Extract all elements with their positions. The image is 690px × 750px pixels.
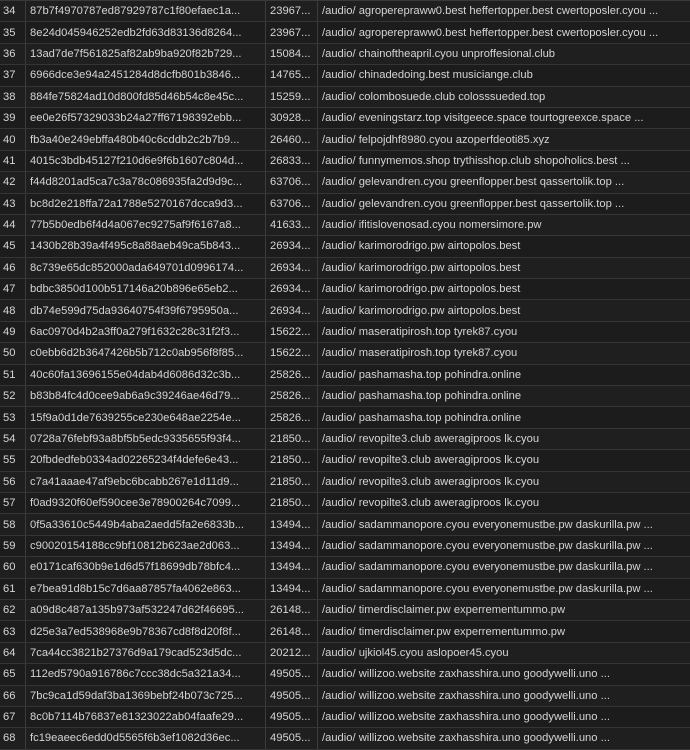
hash-cell: 112ed5790a916786c7ccc38dc5a321a34... [26, 664, 266, 684]
path-cell: /audio/ maseratipirosh.top tyrek87.cyou [322, 347, 518, 360]
path-cell: /audio/ willizoo.website zaxhasshira.uno goodywelli.uno ... [322, 668, 610, 681]
size-cell: 23967... [266, 22, 318, 42]
table-row[interactable] [0, 87, 690, 108]
row-number: 55 [0, 450, 26, 470]
hash-cell: 0728a76febf93a8bf5b5edc9335655f93f4... [26, 429, 266, 449]
hash-cell: 20fbdedfeb0334ad02265234f4defe6e43... [26, 450, 266, 470]
table-row[interactable] [0, 279, 690, 300]
row-number: 47 [0, 279, 26, 299]
table-row[interactable] [0, 686, 690, 707]
hash-cell: 0f5a33610c5449b4aba2aedd5fa2e6833b... [26, 514, 266, 534]
row-number: 65 [0, 664, 26, 684]
row-number: 56 [0, 472, 26, 492]
row-number: 58 [0, 514, 26, 534]
row-number: 49 [0, 322, 26, 342]
size-cell: 49505... [266, 686, 318, 706]
row-number: 37 [0, 65, 26, 85]
hash-cell: 40c60fa13696155e04dab4d6086d32c3b... [26, 365, 266, 385]
hash-cell: fc19eaeec6edd0d5565f6b3ef1082d36ec... [26, 728, 266, 748]
path-cell: /audio/ chinadedoing.best musiciange.club [322, 69, 533, 82]
row-number: 45 [0, 236, 26, 256]
table-row[interactable] [0, 236, 690, 257]
size-cell: 15622... [266, 322, 318, 342]
hash-cell: 7ca44cc3821b27376d9a179cad523d5dc... [26, 643, 266, 663]
path-cell: /audio/ revopilte3.club aweragiproos lk.cyou [322, 454, 540, 467]
size-cell: 63706... [266, 172, 318, 192]
row-number: 57 [0, 493, 26, 513]
size-cell: 26934... [266, 236, 318, 256]
hash-cell: bc8d2e218ffa72a1788e5270167dcca9d3... [26, 194, 266, 214]
hash-cell: fb3a40e249ebffa480b40c6cddb2c2b7b9... [26, 129, 266, 149]
table-row[interactable] [0, 472, 690, 493]
row-number: 53 [0, 407, 26, 427]
hash-cell: 1430b28b39a4f495c8a88aeb49ca5b843... [26, 236, 266, 256]
size-cell: 30928... [266, 108, 318, 128]
table-row[interactable] [0, 108, 690, 129]
path-cell: /audio/ funnymemos.shop trythisshop.club shopoholics.best ... [322, 154, 630, 167]
size-cell: 15259... [266, 87, 318, 107]
size-cell: 63706... [266, 194, 318, 214]
size-cell: 15622... [266, 343, 318, 363]
hash-cell: 7bc9ca1d59daf3ba1369bebf24b073c725... [26, 686, 266, 706]
table-row[interactable] [0, 600, 690, 621]
size-cell: 21850... [266, 450, 318, 470]
row-number: 43 [0, 194, 26, 214]
path-cell: /audio/ agroperepraww0.best heffertopper.best cwertoposler.cyou ... [322, 5, 659, 18]
size-cell: 13494... [266, 557, 318, 577]
table-row[interactable] [0, 536, 690, 557]
path-cell: /audio/ revopilte3.club aweragiproos lk.cyou [322, 497, 540, 510]
size-cell: 49505... [266, 664, 318, 684]
row-number: 35 [0, 22, 26, 42]
path-cell: /audio/ sadammanopore.cyou everyonemustbe.pw daskurilla.pw ... [322, 518, 653, 531]
table-row[interactable] [0, 493, 690, 514]
size-cell: 14765... [266, 65, 318, 85]
table-row[interactable] [0, 450, 690, 471]
table-row[interactable] [0, 322, 690, 343]
row-number: 38 [0, 87, 26, 107]
row-number: 66 [0, 686, 26, 706]
path-cell: /audio/ sadammanopore.cyou everyonemustbe.pw daskurilla.pw ... [322, 582, 653, 595]
table-row[interactable] [0, 707, 690, 728]
table-row[interactable] [0, 300, 690, 321]
table-row[interactable] [0, 22, 690, 43]
hash-cell: 87b7f4970787ed87929787c1f80efaec1a... [26, 1, 266, 21]
row-number: 67 [0, 707, 26, 727]
hash-cell: f44d8201ad5ca7c3a78c086935fa2d9d9c... [26, 172, 266, 192]
hash-cell: 15f9a0d1de7639255ce230e648ae2254e... [26, 407, 266, 427]
path-cell: /audio/ karimorodrigo.pw airtopolos.best [322, 261, 521, 274]
path-cell: /audio/ pashamasha.top pohindra.online [322, 411, 522, 424]
table-row[interactable] [0, 664, 690, 685]
path-cell: /audio/ eveningstarz.top visitgeece.space tourtogreexce.space ... [322, 112, 644, 125]
table-row[interactable] [0, 429, 690, 450]
path-cell: /audio/ ifitislovenosad.cyou nomersimore.pw [322, 219, 542, 232]
table-row[interactable] [0, 172, 690, 193]
size-cell: 49505... [266, 707, 318, 727]
size-cell: 13494... [266, 579, 318, 599]
table-row[interactable] [0, 215, 690, 236]
table-row[interactable] [0, 643, 690, 664]
row-number: 40 [0, 129, 26, 149]
size-cell: 20212... [266, 643, 318, 663]
table-row[interactable] [0, 65, 690, 86]
row-number: 42 [0, 172, 26, 192]
hash-cell: ee0e26f57329033b24a27ff67198392ebb... [26, 108, 266, 128]
size-cell: 26934... [266, 300, 318, 320]
row-number: 41 [0, 151, 26, 171]
table-row[interactable] [0, 194, 690, 215]
row-number: 51 [0, 365, 26, 385]
row-number: 34 [0, 1, 26, 21]
size-cell: 21850... [266, 493, 318, 513]
size-cell: 26148... [266, 621, 318, 641]
size-cell: 25826... [266, 365, 318, 385]
row-number: 68 [0, 728, 26, 748]
path-cell: /audio/ willizoo.website zaxhasshira.uno goodywelli.uno ... [322, 732, 610, 745]
hash-cell: 77b5b0edb6f4d4a067ec9275af9f6167a8... [26, 215, 266, 235]
path-cell: /audio/ colombosuede.club colosssueded.top [322, 90, 546, 103]
hash-cell: 13ad7de7f561825af82ab9ba920f82b729... [26, 44, 266, 64]
path-cell: /audio/ pashamasha.top pohindra.online [322, 368, 522, 381]
size-cell: 21850... [266, 472, 318, 492]
hash-cell: c0ebb6d2b3647426b5b712c0ab956f8f85... [26, 343, 266, 363]
path-cell: /audio/ willizoo.website zaxhasshira.uno goodywelli.uno ... [322, 711, 610, 724]
row-number: 59 [0, 536, 26, 556]
table-row[interactable] [0, 151, 690, 172]
path-cell: /audio/ felpojdhf8980.cyou azoperfdeoti85.xyz [322, 133, 550, 146]
hash-cell: c90020154188cc9bf10812b623ae2d063... [26, 536, 266, 556]
path-cell: /audio/ karimorodrigo.pw airtopolos.best [322, 283, 521, 296]
table-row[interactable] [0, 728, 690, 749]
row-number: 39 [0, 108, 26, 128]
path-cell: /audio/ willizoo.website zaxhasshira.uno goodywelli.uno ... [322, 689, 610, 702]
row-number: 63 [0, 621, 26, 641]
path-cell: /audio/ ujkiol45.cyou aslopoer45.cyou [322, 646, 509, 659]
size-cell: 23967... [266, 1, 318, 21]
size-cell: 41633... [266, 215, 318, 235]
hash-cell: c7a41aaae47af9ebc6bcabb267e1d11d9... [26, 472, 266, 492]
table-row[interactable] [0, 621, 690, 642]
row-number: 54 [0, 429, 26, 449]
size-cell: 49505... [266, 728, 318, 748]
table-row[interactable] [0, 407, 690, 428]
path-cell: /audio/ sadammanopore.cyou everyonemustbe.pw daskurilla.pw ... [322, 561, 653, 574]
hash-cell: a09d8c487a135b973af532247d62f46695... [26, 600, 266, 620]
size-cell: 26934... [266, 279, 318, 299]
hash-cell: 6ac0970d4b2a3ff0a279f1632c28c31f2f3... [26, 322, 266, 342]
row-number: 46 [0, 258, 26, 278]
path-cell: /audio/ maseratipirosh.top tyrek87.cyou [322, 326, 518, 339]
path-cell: /audio/ gelevandren.cyou greenflopper.best qassertolik.top ... [322, 197, 625, 210]
path-cell: /audio/ karimorodrigo.pw airtopolos.best [322, 304, 521, 317]
size-cell: 21850... [266, 429, 318, 449]
hash-cell: e7bea91d8b15c7d6aa87857fa4062e863... [26, 579, 266, 599]
table-row[interactable] [0, 557, 690, 578]
path-cell: /audio/ gelevandren.cyou greenflopper.best qassertolik.top ... [322, 176, 625, 189]
table-row[interactable] [0, 343, 690, 364]
hash-cell: 6966dce3e94a2451284d8dcfb801b3846... [26, 65, 266, 85]
row-number: 52 [0, 386, 26, 406]
row-number: 61 [0, 579, 26, 599]
hash-cell: db74e599d75da93640754f39f6795950a... [26, 300, 266, 320]
table-row[interactable] [0, 386, 690, 407]
row-number: 60 [0, 557, 26, 577]
row-number: 48 [0, 300, 26, 320]
hash-cell: b83b84fc4d0cee9ab6a9c39246ae46d79... [26, 386, 266, 406]
path-cell: /audio/ agroperepraww0.best heffertopper.best cwertoposler.cyou ... [322, 26, 659, 39]
size-cell: 13494... [266, 536, 318, 556]
row-number: 62 [0, 600, 26, 620]
table-row[interactable] [0, 579, 690, 600]
path-cell: /audio/ chainoftheapril.cyou unproffesional.club [322, 47, 556, 60]
table-row[interactable] [0, 1, 690, 22]
size-cell: 26833... [266, 151, 318, 171]
row-number: 64 [0, 643, 26, 663]
path-cell: /audio/ revopilte3.club aweragiproos lk.cyou [322, 433, 540, 445]
hash-cell: f0ad9320f60ef590cee3e78900264c7099... [26, 493, 266, 513]
hash-cell: 8c739e65dc852000ada649701d0996174... [26, 258, 266, 278]
size-cell: 25826... [266, 407, 318, 427]
table-row[interactable] [0, 129, 690, 150]
path-cell: /audio/ revopilte3.club aweragiproos lk.cyou [322, 475, 540, 488]
path-cell: /audio/ timerdisclaimer.pw experrementummo.pw [322, 604, 566, 617]
hash-cell: d25e3a7ed538968e9b78367cd8f8d20f8f... [26, 621, 266, 641]
path-cell: /audio/ sadammanopore.cyou everyonemustbe.pw daskurilla.pw ... [322, 539, 653, 552]
hash-cell: bdbc3850d100b517146a20b896e65eb2... [26, 279, 266, 299]
path-cell: /audio/ pashamasha.top pohindra.online [322, 390, 522, 403]
size-cell: 26460... [266, 129, 318, 149]
table-row[interactable] [0, 514, 690, 535]
size-cell: 25826... [266, 386, 318, 406]
row-number: 36 [0, 44, 26, 64]
hash-cell: 8c0b7114b76837e81323022ab04faafe29... [26, 707, 266, 727]
hash-cell: 8e24d045946252edb2fd63d83136d8264... [26, 22, 266, 42]
row-number: 44 [0, 215, 26, 235]
hash-cell: 4015c3bdb45127f210d6e9f6b1607c804d... [26, 151, 266, 171]
table-row[interactable] [0, 365, 690, 386]
size-cell: 15084... [266, 44, 318, 64]
hash-cell: e0171caf630b9e1d6d57f18699db78bfc4... [26, 557, 266, 577]
path-cell: /audio/ karimorodrigo.pw airtopolos.best [322, 240, 521, 253]
table-row[interactable] [0, 258, 690, 279]
path-cell: /audio/ timerdisclaimer.pw experrementummo.pw [322, 625, 566, 638]
size-cell: 13494... [266, 514, 318, 534]
size-cell: 26934... [266, 258, 318, 278]
row-number: 50 [0, 343, 26, 363]
table-row[interactable] [0, 44, 690, 65]
size-cell: 26148... [266, 600, 318, 620]
hash-cell: 884fe75824ad10d800fd85d46b54c8e45c... [26, 87, 266, 107]
